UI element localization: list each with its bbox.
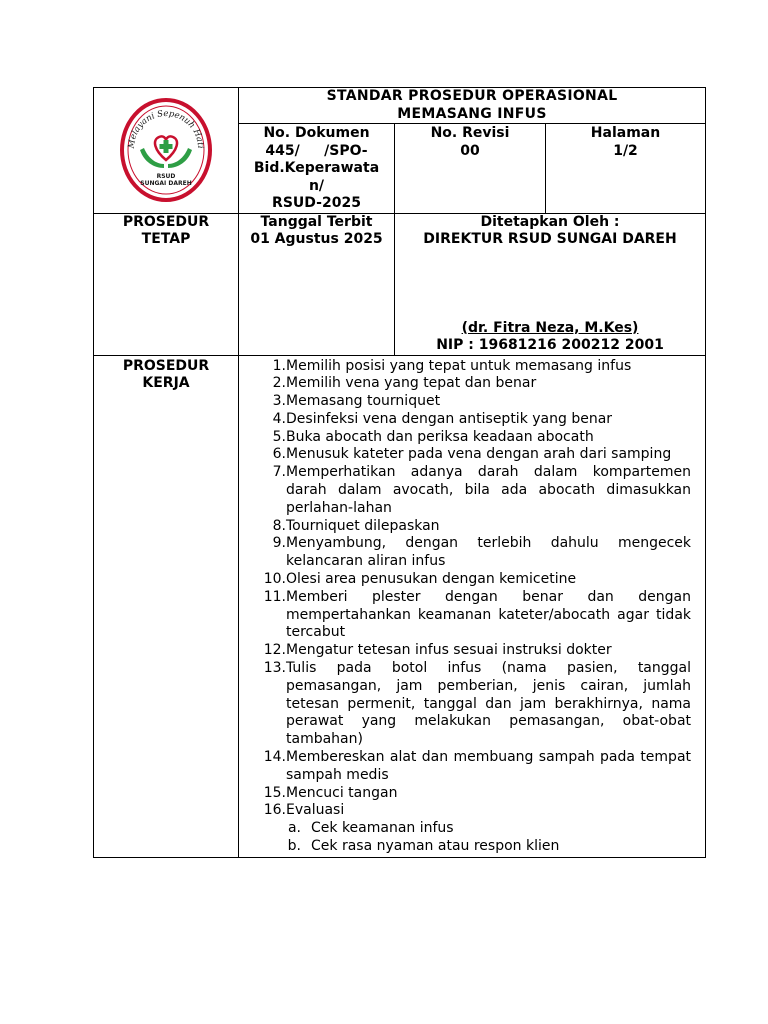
step-number: 4. bbox=[272, 410, 286, 427]
logo-arc-text: Melayani Sepenuh Hati bbox=[126, 109, 206, 150]
procedure-steps-cell bbox=[239, 355, 706, 857]
list-item bbox=[239, 785, 691, 803]
step-number: 10. bbox=[263, 571, 286, 588]
doc-number-value-3: n/ bbox=[308, 177, 325, 194]
document-title bbox=[239, 88, 706, 124]
page-cell bbox=[546, 124, 706, 214]
procedure-steps-list bbox=[239, 358, 691, 821]
prosedur-tetap-label bbox=[94, 213, 239, 355]
step-number: 13. bbox=[263, 660, 286, 677]
step-text: Menusuk kateter pada vena dengan arah dari samping bbox=[286, 446, 672, 463]
step-number: 16. bbox=[263, 802, 286, 819]
list-item bbox=[239, 464, 691, 517]
list-item bbox=[239, 749, 691, 785]
step-number: 12. bbox=[263, 642, 286, 659]
approved-by-value: DIREKTUR RSUD SUNGAI DAREH bbox=[423, 231, 677, 247]
page-label: Halaman bbox=[590, 125, 661, 141]
logo-line1: RSUD bbox=[156, 173, 176, 181]
step-text: Membereskan alat dan membuang sampah pada tempat sampah medis bbox=[286, 749, 692, 783]
step-number: b. bbox=[287, 838, 301, 855]
step-text: Menyambung, dengan terlebih dahulu mengecek kelancaran aliran infus bbox=[286, 535, 692, 570]
list-item bbox=[239, 393, 691, 411]
list-item bbox=[239, 642, 691, 660]
approved-by-label: Ditetapkan Oleh : bbox=[480, 213, 620, 230]
prosedur-kerja-line2: KERJA bbox=[142, 375, 190, 391]
document-number-cell bbox=[239, 124, 395, 214]
list-item bbox=[239, 802, 691, 820]
list-item bbox=[239, 358, 691, 376]
signer-name: (dr. Fitra Neza, M.Kes) bbox=[461, 319, 639, 336]
prosedur-tetap-line1: PROSEDUR bbox=[122, 213, 210, 230]
signer-nip: NIP : 19681216 200212 2001 bbox=[436, 337, 664, 353]
list-item bbox=[239, 660, 691, 749]
logo-line2: SUNGAI DAREH bbox=[140, 180, 192, 188]
revision-label: No. Revisi bbox=[430, 125, 510, 141]
revision-cell bbox=[395, 124, 546, 214]
logo-cell bbox=[94, 88, 239, 214]
step-text: Cek rasa nyaman atau respon klien bbox=[311, 838, 560, 855]
step-text: Cek keamanan infus bbox=[311, 820, 454, 837]
step-text: Memberi plester dengan benar dan dengan mempertahankan keamanan kateter/abocath agar tidak tercabut bbox=[286, 588, 692, 641]
step-number: 3. bbox=[272, 393, 286, 410]
step-number: 5. bbox=[272, 428, 286, 445]
step-number: 15. bbox=[263, 784, 286, 801]
step-text: Tulis pada botol infus (nama pasien, tanggal pemasangan, jam pemberian, jenis cairan, jumlah tetesan permenit, tanggal dan jam berakhirnya, nama perawat yang melakukan pemasangan, obat-obat tambahan) bbox=[286, 660, 692, 748]
prosedur-tetap-line2: TETAP bbox=[141, 231, 191, 247]
step-text: Memilih vena yang tepat dan benar bbox=[286, 375, 537, 392]
list-item bbox=[239, 411, 691, 429]
doc-number-value-1: 445/ /SPO- bbox=[265, 142, 368, 159]
list-item bbox=[239, 518, 691, 536]
title-line2: MEMASANG INFUS bbox=[397, 105, 547, 122]
issue-date-label: Tanggal Terbit bbox=[260, 213, 373, 230]
doc-number-value-4: RSUD-2025 bbox=[272, 195, 361, 211]
step-text: Buka abocath dan periksa keadaan abocath bbox=[286, 428, 594, 445]
list-item bbox=[239, 535, 691, 571]
prosedur-kerja-label bbox=[94, 355, 239, 857]
doc-number-label: No. Dokumen bbox=[263, 125, 370, 141]
revision-value: 00 bbox=[460, 142, 480, 159]
approval-cell bbox=[395, 213, 706, 355]
title-line1: STANDAR PROSEDUR OPERASIONAL bbox=[326, 88, 618, 104]
doc-number-value-2: Bid.Keperawata bbox=[253, 160, 380, 176]
step-number: 14. bbox=[263, 749, 286, 766]
step-number: 9. bbox=[272, 535, 286, 552]
list-item bbox=[239, 446, 691, 464]
step-text: Memperhatikan adanya darah dalam kompartemen darah dalam avocath, bila ada abocath dimasukkan perlahan-lahan bbox=[286, 464, 692, 516]
issue-date-value: 01 Agustus 2025 bbox=[250, 231, 383, 247]
evaluation-substeps-list bbox=[239, 820, 691, 856]
list-item bbox=[239, 820, 691, 838]
step-text: Memilih posisi yang tepat untuk memasang infus bbox=[286, 357, 632, 374]
step-text: Desinfeksi vena dengan antiseptik yang benar bbox=[286, 410, 613, 427]
step-number: a. bbox=[287, 820, 301, 837]
step-number: 7. bbox=[272, 464, 286, 481]
issue-date-cell bbox=[239, 213, 395, 355]
list-item bbox=[239, 375, 691, 393]
step-text: Evaluasi bbox=[286, 802, 345, 819]
list-item bbox=[239, 589, 691, 642]
step-number: 1. bbox=[272, 357, 286, 374]
spo-table bbox=[93, 87, 706, 858]
step-number: 6. bbox=[272, 446, 286, 463]
list-item bbox=[239, 571, 691, 589]
step-text: Memasang tourniquet bbox=[286, 393, 441, 410]
step-number: 8. bbox=[272, 517, 286, 534]
list-item bbox=[239, 838, 691, 856]
prosedur-kerja-line1: PROSEDUR bbox=[122, 357, 210, 374]
signer-block bbox=[395, 320, 705, 355]
step-number: 2. bbox=[272, 375, 286, 392]
page-value: 1/2 bbox=[613, 142, 638, 159]
step-text: Mencuci tangan bbox=[286, 784, 398, 801]
list-item bbox=[239, 429, 691, 447]
hospital-logo bbox=[120, 98, 212, 202]
step-number: 11. bbox=[263, 588, 286, 605]
step-text: Tourniquet dilepaskan bbox=[286, 517, 440, 534]
step-text: Olesi area penusukan dengan kemicetine bbox=[286, 571, 577, 588]
step-text: Mengatur tetesan infus sesuai instruksi dokter bbox=[286, 642, 612, 659]
